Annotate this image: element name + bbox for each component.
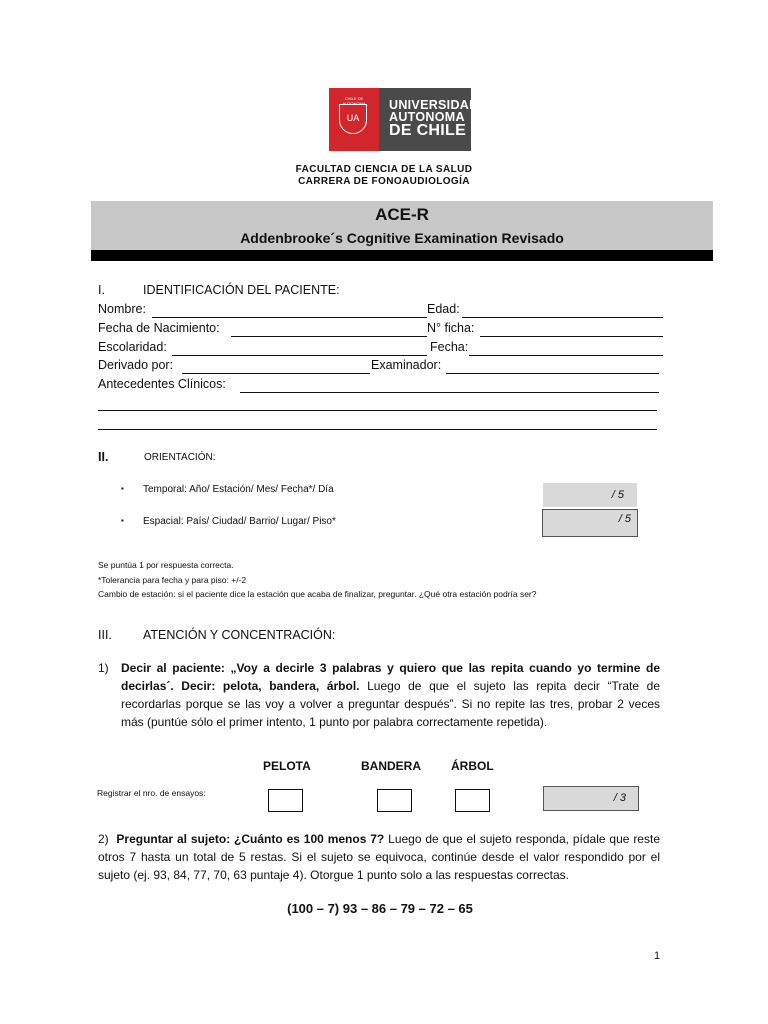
register-label: Registrar el nro. de ensayos: bbox=[97, 788, 206, 798]
words-score-box[interactable]: / 3 bbox=[543, 786, 639, 811]
logo-crest-small-text: CHILE DE AUTONOMA bbox=[342, 96, 366, 106]
logo-line-3: DE CHILE bbox=[389, 122, 467, 139]
note-season: Cambio de estación: si el paciente dice la estación que acaba de finalizar, preguntar. ¿Qué otra estación podría ser? bbox=[98, 589, 537, 599]
examinador-field[interactable] bbox=[446, 373, 659, 374]
pelota-trials-box[interactable] bbox=[268, 789, 303, 812]
item-1-number: 1) bbox=[98, 661, 109, 675]
antecedentes-field[interactable] bbox=[240, 392, 659, 393]
fecha-nacimiento-label: Fecha de Nacimiento: bbox=[98, 321, 220, 335]
temporal-item: Temporal: Año/ Estación/ Mes/ Fecha*/ Día bbox=[143, 484, 334, 495]
edad-field[interactable] bbox=[462, 317, 663, 318]
section-2-title: ORIENTACIÓN: bbox=[144, 452, 216, 463]
antecedentes-line-2[interactable] bbox=[98, 410, 657, 411]
section-3-number: III. bbox=[98, 628, 112, 642]
ficha-field[interactable] bbox=[480, 336, 663, 337]
bandera-trials-box[interactable] bbox=[377, 789, 412, 812]
section-2-number: II. bbox=[98, 450, 109, 464]
temporal-score-box[interactable]: / 5 bbox=[543, 483, 637, 507]
subtraction-sequence: (100 – 7) 93 – 86 – 79 – 72 – 65 bbox=[287, 901, 473, 916]
university-crest-icon: UA bbox=[339, 104, 367, 134]
section-1-title: IDENTIFICACIÓN DEL PACIENTE: bbox=[143, 283, 340, 297]
title-underline-bar bbox=[91, 250, 713, 261]
nombre-field[interactable] bbox=[152, 317, 427, 318]
edad-label: Edad: bbox=[427, 302, 460, 316]
item-2-bold: Preguntar al sujeto: ¿Cuánto es 100 menos 7? bbox=[116, 832, 385, 846]
word-arbol: ÁRBOL bbox=[451, 759, 494, 773]
logo-line-2: AUTONOMA bbox=[389, 110, 465, 124]
escolaridad-field[interactable] bbox=[172, 355, 427, 356]
item-2-rest: Luego de que el sujeto responda, pídale que reste otros 7 hasta un total de 5 restas. Si el sujeto se equivoca, continúe desde el valor respondido por el sujeto (ej. 93, 84, 77, 70, 63 puntaje 4). Otorgue 1 punto solo a las respuestas correctas. bbox=[98, 832, 660, 882]
espacial-score-box[interactable]: / 5 bbox=[542, 509, 638, 537]
bullet-icon: ▪ bbox=[121, 516, 124, 525]
antecedentes-label: Antecedentes Clínicos: bbox=[98, 377, 226, 391]
word-pelota: PELOTA bbox=[263, 759, 311, 773]
page-title: ACE-R bbox=[375, 205, 429, 224]
page-subtitle: Addenbrooke´s Cognitive Examination Revisado bbox=[240, 230, 564, 246]
section-1-number: I. bbox=[98, 283, 105, 297]
fecha-label: Fecha: bbox=[430, 340, 469, 354]
bullet-icon: ▪ bbox=[121, 484, 124, 493]
escolaridad-label: Escolaridad: bbox=[98, 340, 167, 354]
item-1-bold: Decir al paciente: „Voy a decirle 3 palabras y quiero que las repita cuando yo termine de decirlas´. Decir: pelota, bandera, árbol. bbox=[121, 661, 660, 693]
espacial-item: Espacial: País/ Ciudad/ Barrio/ Lugar/ Piso* bbox=[143, 516, 336, 527]
word-bandera: BANDERA bbox=[361, 759, 421, 773]
page-number: 1 bbox=[654, 950, 661, 962]
logo-line-1: UNIVERSIDAD bbox=[389, 98, 479, 112]
nombre-label: Nombre: bbox=[98, 302, 146, 316]
arbol-trials-box[interactable] bbox=[455, 789, 490, 812]
examinador-label: Examinador: bbox=[371, 358, 442, 372]
university-name bbox=[389, 99, 478, 138]
derivado-field[interactable] bbox=[182, 373, 370, 374]
section-3-title: ATENCIÓN Y CONCENTRACIÓN: bbox=[143, 628, 336, 642]
fecha-nacimiento-field[interactable] bbox=[231, 336, 427, 337]
ficha-label: N° ficha: bbox=[427, 321, 475, 335]
fecha-field[interactable] bbox=[469, 355, 663, 356]
note-tolerance: *Tolerancia para fecha y para piso: +/-2 bbox=[98, 575, 247, 585]
note-score: Se puntúa 1 por respuesta correcta. bbox=[98, 560, 234, 570]
career-name: CARRERA DE FONOAUDIOLOGÍA bbox=[298, 176, 470, 187]
item-2-number: 2) bbox=[98, 832, 109, 846]
derivado-label: Derivado por: bbox=[98, 358, 174, 372]
item-1-rest: Luego de que el sujeto las repita decir “Trate de recordarlas porque se las voy a volver a preguntar después”. Si no repite las tres, probar 2 veces más (puntúe sólo el primer intento, 1 punto por palabra correctamente repetida). bbox=[121, 679, 660, 729]
item-1-text bbox=[121, 659, 660, 731]
antecedentes-line-3[interactable] bbox=[98, 429, 657, 430]
item-2-text bbox=[98, 830, 660, 884]
faculty-name: FACULTAD CIENCIA DE LA SALUD bbox=[295, 164, 473, 175]
